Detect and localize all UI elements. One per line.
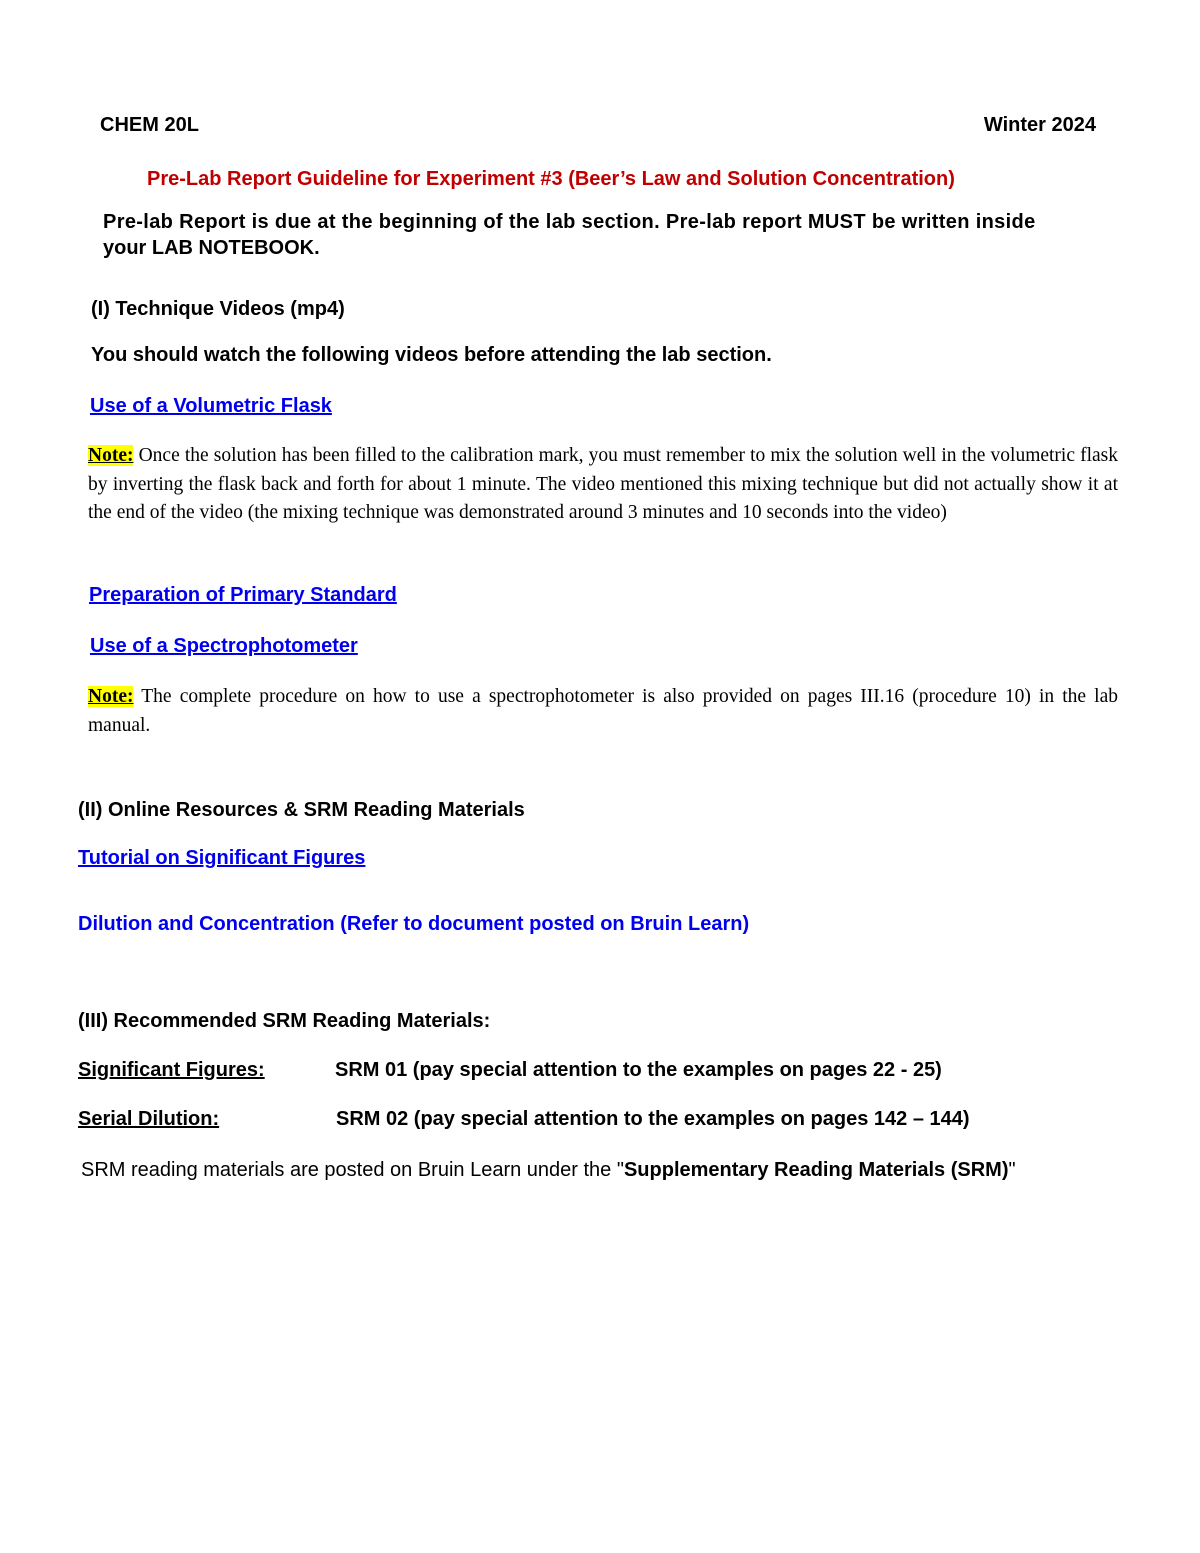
intro-line-1: Pre-lab Report is due at the beginning of the lab section. Pre-lab report MUST be written inside [103,211,1036,233]
term: Winter 2024 [983,114,1096,136]
srm-footer-suffix: " [1008,1159,1016,1181]
spectrophotometer-link[interactable]: Use of a Spectrophotometer [90,635,358,657]
srm-footer-bold: Supplementary Reading Materials (SRM) [623,1159,1009,1181]
section-1-heading: (I) Technique Videos (mp4) [91,298,345,320]
srm-row-value: SRM 01 (pay special attention to the examples on pages 22 - 25) [335,1059,942,1081]
note-2 [88,683,1118,740]
note-1-label: Note: [88,445,134,466]
page-title: Pre-Lab Report Guideline for Experiment #3 (Beer’s Law and Solution Concentration) [147,168,955,190]
section-3-heading: (III) Recommended SRM Reading Materials: [78,1010,491,1032]
note-2-text: The complete procedure on how to use a spectrophotometer is also provided on pages III.16 (procedure 10) in the lab manual. [88,686,1119,736]
dilution-concentration-text: Dilution and Concentration (Refer to document posted on Bruin Learn) [78,913,750,935]
srm-footer [81,1159,1016,1182]
section-2-heading: (II) Online Resources & SRM Reading Materials [78,799,525,821]
srm-footer-prefix: SRM reading materials are posted on Bruin Learn under the " [81,1159,624,1181]
note-2-label: Note: [88,686,134,707]
srm-row-label: Significant Figures: [78,1059,265,1081]
volumetric-flask-link[interactable]: Use of a Volumetric Flask [90,395,332,417]
intro-line-2: your LAB NOTEBOOK. [103,237,320,259]
section-1-instruction: You should watch the following videos before attending the lab section. [91,344,772,366]
srm-row-label: Serial Dilution: [78,1108,220,1130]
note-1 [88,442,1118,528]
srm-row-value: SRM 02 (pay special attention to the examples on pages 142 – 144) [336,1108,970,1130]
primary-standard-link[interactable]: Preparation of Primary Standard [89,584,397,606]
course-code: CHEM 20L [100,114,199,136]
note-1-text: Once the solution has been filled to the calibration mark, you must remember to mix the solution well in the volumetric flask by inverting the flask back and forth for about 1 minute. The video mentioned this mixing technique but did not actually show it at the end of the video (the mixing technique was demonstrated around 3 minutes and 10 seconds into the video) [88,445,1119,523]
sig-figs-tutorial-link[interactable]: Tutorial on Significant Figures [78,847,366,869]
